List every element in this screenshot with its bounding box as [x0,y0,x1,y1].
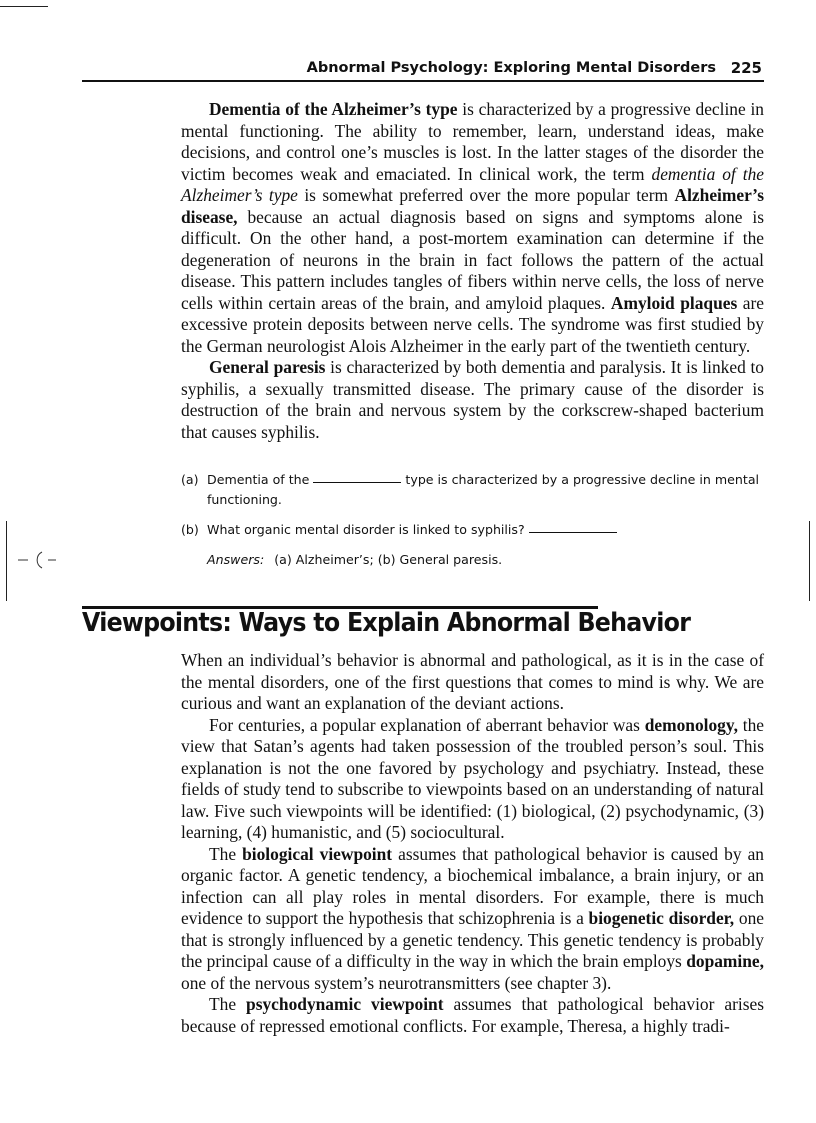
key-term: psychodynamic viewpoint [246,994,444,1014]
key-term: biogenetic disorder, [588,908,735,928]
quiz-answers: Answers: (a) Alzheimer’s; (b) General paresis. [207,552,503,567]
key-term: dopamine, [686,951,764,971]
crop-mark-top [0,6,48,7]
body-text-block-2 [181,650,764,1037]
key-term: demonology, [644,714,738,735]
section-heading: Viewpoints: Ways to Explain Abnormal Behavior [82,608,691,638]
paragraph: General paresis is characterized by both dementia and paralysis. It is linked to syphilis, a sexually transmitted disease. The primary cause of the disorder is destruction of the brain and nervous system by the corkscrew-shaped bacterium that causes syphilis. [181,357,764,442]
key-term: Amyloid plaques [610,292,738,313]
quiz-question-a: (a) Dementia of the type is characterized by a progressive decline in mental functioning. [181,472,760,507]
body-text-block-1 [181,99,764,443]
running-header [82,56,764,82]
crop-mark-right [809,521,810,601]
paragraph: The biological viewpoint assumes that pathological behavior is caused by an organic factor. A genetic tendency, a biochemical imbalance, a brain injury, or an infection can all play roles in mental disorders. For example, there is much evidence to support the hypothesis that schizophrenia is a biogenetic disorder, one that is strongly influenced by a genetic tendency. This genetic tendency is probably the principal cause of a difficulty in the way in which the brain employs dopamine, one of the nervous system’s neurotransmitters (see chapter 3). [181,843,765,993]
running-title: Abnormal Psychology: Exploring Mental Disorders [306,60,716,76]
crop-mark-left [6,521,7,601]
paragraph: The psychodynamic viewpoint assumes that pathological behavior arises because of repressed emotional conflicts. For example, Theresa, a highly tradi- [181,994,764,1036]
registration-mark-icon [18,549,58,571]
italic-term: dementia of the Alzheimer’s type [181,163,764,205]
paragraph: When an individual’s behavior is abnormal and pathological, as it is in the case of the mental disorders, one of the first questions that comes to mind is why. We are curious and want an explanation of the deviant actions. [181,650,764,713]
paragraph: Dementia of the Alzheimer’s type is characterized by a progressive decline in mental functioning. The ability to remember, learn, understand ideas, make decisions, and control one’s muscles is lost. In the latter stages of the disorder the victim becomes weak and emaciated. In clinical work, the term dementia of the Alzheimer’s type is somewhat preferred over the more popular term Alzheimer’s disease, because an actual diagnosis based on signs and symptoms alone is difficult. On the other hand, a post-mortem examination can determine if the degeneration of neurons in the brain in fact follows the pattern of the actual disease. This pattern includes tangles of fibers within nerve cells, the loss of nerve cells within certain areas of the brain, and amyloid plaques. Amyloid plaques are excessive protein deposits between nerve cells. The syndrome was first studied by the German neurologist Alois Alzheimer in the early part of the twentieth century. [181,99,765,356]
paragraph: For centuries, a popular explanation of aberrant behavior was demonology, the view that Satan’s agents had taken possession of the troubled person’s soul. This explanation is not the one favored by psychology and psychiatry. Instead, these fields of study tend to subscribe to viewpoints based on an understanding of natural law. Five such viewpoints will be identified: (1) biological, (2) psychodynamic, (3) learning, (4) humanistic, and (5) sociocultural. [181,714,764,842]
quiz-question-b: (b) What organic mental disorder is linked to syphilis? [181,520,764,540]
key-term: biological viewpoint [242,843,393,864]
page-number: 225 [730,59,762,77]
key-term: General paresis [209,357,326,377]
review-quiz [181,470,764,570]
answer-blank [313,482,401,483]
answer-blank [529,532,617,533]
key-term: Alzheimer’s disease, [181,185,765,227]
key-term: Dementia of the Alzheimer’s type [209,99,458,119]
